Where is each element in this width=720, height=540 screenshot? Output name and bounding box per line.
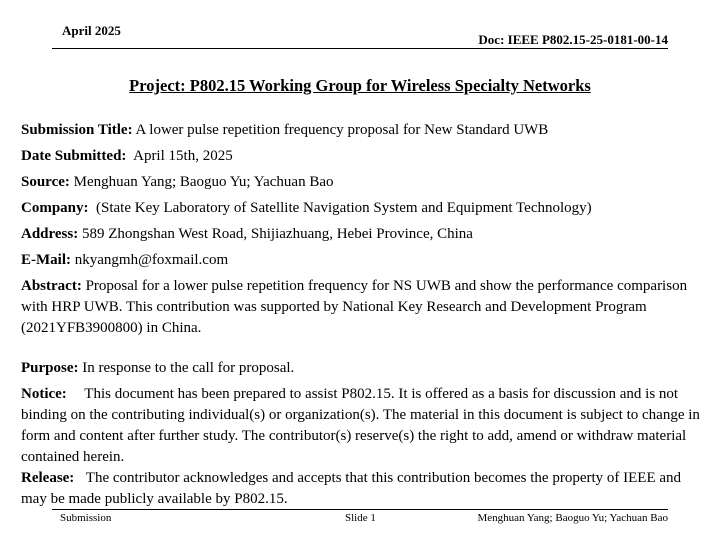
- release-value: The contributor acknowledges and accepts that this contribution becomes the property of IEEE and may be made publicly available by P802.15.: [21, 470, 682, 507]
- address-value: 589 Zhongshan West Road, Shijiazhuang, Hebei Province, China: [81, 226, 473, 242]
- document-body: [21, 120, 708, 510]
- email-field: [21, 250, 708, 271]
- company-value: (State Key Laboratory of Satellite Navigation System and Equipment Technology): [96, 200, 592, 216]
- address-field: [21, 224, 708, 245]
- header-doc-id: Doc: IEEE P802.15-25-0181-00-14: [478, 32, 668, 47]
- source-value: Menghuan Yang; Baoguo Yu; Yachuan Bao: [73, 174, 334, 190]
- notice-value: This document has been prepared to assist P802.15. It is offered as a basis for discussion and is not binding on the contributing individual(s) or organization(s). The material in this document is subject to change in form and content after further study. The contributor(s) reserve(s) the right to add, amend or withdraw material contained herein.: [21, 386, 700, 465]
- header-date: April 2025: [62, 23, 121, 38]
- date-submitted-value: April 15th, 2025: [133, 148, 233, 164]
- notice-field: [21, 384, 708, 468]
- abstract-field: [21, 276, 708, 339]
- purpose-field: [21, 358, 708, 379]
- date-submitted-label: Date Submitted:: [21, 148, 127, 164]
- purpose-value: In response to the call for proposal.: [82, 360, 295, 376]
- abstract-label: Abstract:: [21, 278, 82, 294]
- address-label: Address:: [21, 226, 79, 242]
- release-label: Release:: [21, 470, 75, 486]
- submission-title-value: A lower pulse repetition frequency proposal for New Standard UWB: [135, 122, 549, 138]
- submission-title-field: [21, 120, 708, 141]
- company-label: Company:: [21, 200, 89, 216]
- project-title: Project: P802.15 Working Group for Wireless Specialty Networks: [129, 76, 591, 95]
- email-label: E-Mail:: [21, 252, 71, 268]
- email-value: nkyangmh@foxmail.com: [74, 252, 229, 268]
- purpose-label: Purpose:: [21, 360, 79, 376]
- submission-title-label: Submission Title:: [21, 122, 133, 138]
- source-label: Source:: [21, 174, 70, 190]
- footer-submission: Submission: [60, 512, 112, 524]
- footer-slide-number: Slide 1: [345, 512, 376, 524]
- release-field: [21, 468, 708, 510]
- footer-authors: Menghuan Yang; Baoguo Yu; Yachuan Bao: [477, 512, 668, 524]
- company-field: [21, 198, 708, 219]
- footer-rule: [52, 509, 668, 510]
- date-submitted-field: [21, 146, 708, 167]
- source-field: [21, 172, 708, 193]
- abstract-value: Proposal for a lower pulse repetition frequency for NS UWB and show the performance comparison with HRP UWB. This contribution was supported by National Key Research and Development Program (2021YFB3900800) in China.: [21, 278, 688, 336]
- notice-label: Notice:: [21, 386, 67, 402]
- header-rule: [52, 48, 668, 49]
